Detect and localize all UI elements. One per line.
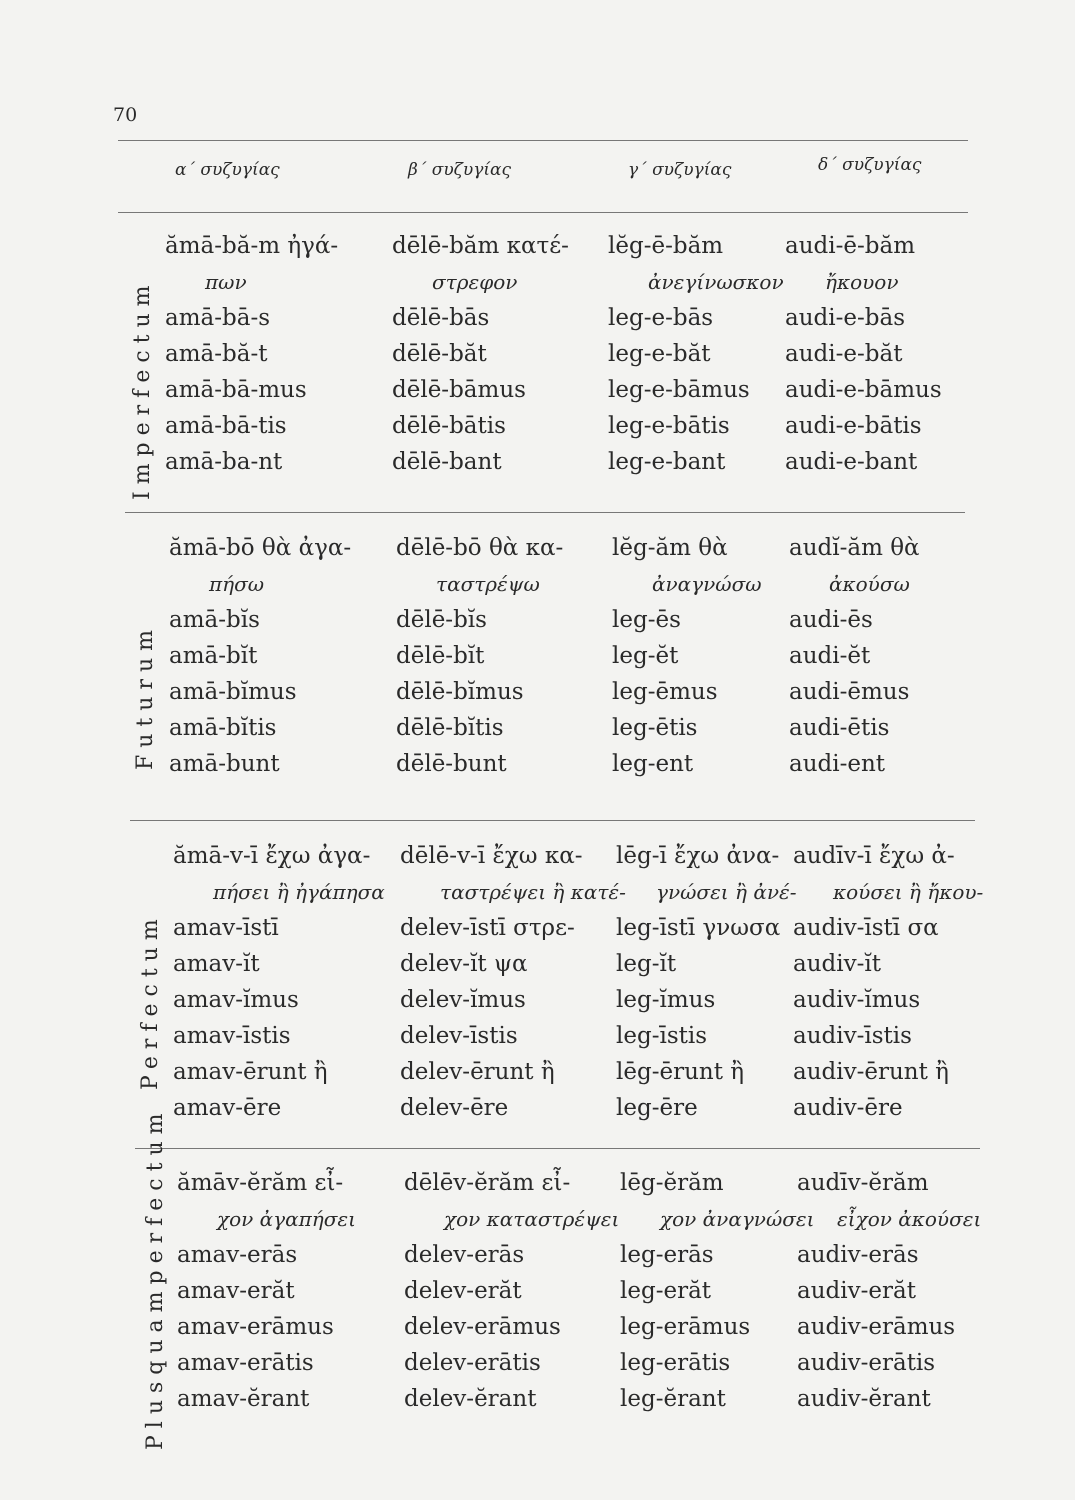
verb-form: delev-īstis (400, 1023, 518, 1049)
verb-form: leg-e-băt (608, 341, 711, 367)
verb-form: amav-ĭt (173, 951, 260, 977)
gloss-line: dēlē-bō θὰ κα- (396, 535, 564, 561)
verb-form: audi-e-bātis (785, 413, 922, 439)
gloss-line: lēg-ī ἔχω ἀνα- (616, 843, 780, 869)
verb-form: dēlē-bĭs (396, 607, 487, 633)
verb-form: audi-ent (789, 751, 886, 777)
verb-form: delev-ĭt ψα (400, 951, 528, 977)
verb-form: audiv-īstī σα (793, 915, 939, 941)
top-rule (118, 140, 968, 141)
form-column-3 (608, 228, 784, 480)
gloss-line: πων (205, 270, 247, 294)
verb-form: delev-ēre (400, 1095, 509, 1121)
form-column-3 (616, 838, 797, 1126)
verb-form: amav-īstis (173, 1023, 291, 1049)
verb-form: amav-ērunt ἢ (173, 1059, 328, 1085)
verb-form: amā-bĭt (169, 643, 258, 669)
form-column-1 (169, 530, 351, 782)
verb-form: leg-ent (612, 751, 694, 777)
verb-form: dēlē-bĭmus (396, 679, 524, 705)
verb-form: audiv-erās (797, 1242, 919, 1268)
verb-form: amā-bĭmus (169, 679, 297, 705)
verb-form: dēlē-bant (392, 449, 502, 475)
gloss-line: πήσω (209, 572, 265, 596)
form-column-3 (612, 530, 762, 782)
form-column-2 (400, 838, 626, 1126)
verb-form: leg-ĭt (616, 951, 677, 977)
verb-form: audiv-īstis (793, 1023, 912, 1049)
verb-form: amav-erātis (177, 1350, 314, 1376)
verb-form: leg-ēmus (612, 679, 718, 705)
verb-form: leg-ĕrant (620, 1386, 726, 1412)
verb-form: delev-ĭmus (400, 987, 526, 1013)
gloss-line: ἀνεγίνωσκον (648, 270, 784, 294)
verb-form: lēg-ērunt ἢ (616, 1059, 745, 1085)
verb-form: dēlē-bāmus (392, 377, 526, 403)
verb-form: amā-bunt (169, 751, 280, 777)
gloss-line: ἀναγνώσω (652, 572, 762, 596)
verb-form: delev-ērunt ἢ (400, 1059, 555, 1085)
verb-form: amā-ba-nt (165, 449, 283, 475)
verb-form: leg-e-bant (608, 449, 726, 475)
form-column-4 (793, 838, 983, 1126)
verb-form: audi-ēs (789, 607, 873, 633)
gloss-line: ămā-v-ī ἔχω ἀγα- (173, 843, 371, 869)
verb-form: audiv-ĭmus (793, 987, 921, 1013)
verb-form: delev-īstī στρε- (400, 915, 575, 941)
verb-form: amā-bā-mus (165, 377, 307, 403)
header-conj-4: δ΄ συζυγίας (818, 155, 922, 175)
verb-form: leg-īstī γνωσα (616, 915, 781, 941)
form-column-2 (396, 530, 563, 782)
gloss-line: γνώσει ἢ ἀνέ- (656, 880, 797, 904)
verb-form: amav-īstī (173, 915, 279, 941)
verb-form: dēlē-bunt (396, 751, 507, 777)
verb-form: audiv-ēre (793, 1095, 903, 1121)
gloss-line: χον ἀγαπήσει (217, 1207, 356, 1231)
verb-form: audiv-erāmus (797, 1314, 956, 1340)
section-label-imperfectum: Imperfectum (130, 278, 155, 500)
verb-form: amav-erās (177, 1242, 298, 1268)
verb-form: delev-erăt (404, 1278, 522, 1304)
form-column-2 (404, 1165, 619, 1417)
verb-form: audiv-ĭt (793, 951, 881, 977)
verb-form: leg-erās (620, 1242, 714, 1268)
verb-form: audiv-ĕrant (797, 1386, 931, 1412)
page-number: 70 (113, 104, 138, 126)
gloss-line: audi-ē-băm (785, 233, 916, 259)
verb-form: leg-ēs (612, 607, 681, 633)
section-rule-2 (130, 820, 975, 821)
verb-form: audiv-erăt (797, 1278, 916, 1304)
verb-form: leg-ĕt (612, 643, 679, 669)
gloss-line: lēg-ĕrăm (620, 1170, 724, 1196)
verb-form: leg-īstis (616, 1023, 708, 1049)
verb-form: delev-erās (404, 1242, 525, 1268)
gloss-line: εἶχον ἀκούσει (837, 1207, 982, 1231)
form-column-4 (797, 1165, 981, 1417)
verb-form: leg-erăt (620, 1278, 712, 1304)
form-column-1 (165, 228, 338, 480)
verb-form: amav-erăt (177, 1278, 295, 1304)
header-conj-2: β΄ συζυγίας (408, 160, 512, 180)
gloss-line: dēlē-băm κατέ- (392, 233, 569, 259)
form-column-4 (785, 228, 942, 480)
gloss-line: dēlē-v-ī ἔχω κα- (400, 843, 583, 869)
verb-form: amav-erāmus (177, 1314, 334, 1340)
verb-form: audi-e-bant (785, 449, 918, 475)
verb-form: delev-erātis (404, 1350, 541, 1376)
gloss-line: στρεφον (432, 270, 518, 294)
verb-form: delev-ĕrant (404, 1386, 537, 1412)
verb-form: amā-bă-t (165, 341, 268, 367)
verb-form: audi-ĕt (789, 643, 871, 669)
gloss-line: audĭ-ăm θὰ (789, 535, 920, 561)
gloss-line: ταστρέψει ἢ κατέ- (440, 880, 626, 904)
verb-form: amā-bā-tis (165, 413, 287, 439)
section-label-futurum: Futurum (133, 623, 158, 770)
verb-form: amā-bĭtis (169, 715, 277, 741)
gloss-line: χον ἀναγνώσει (660, 1207, 815, 1231)
verb-form: leg-e-bāmus (608, 377, 750, 403)
verb-form: leg-e-bās (608, 305, 714, 331)
gloss-line: lĕg-ăm θὰ (612, 535, 728, 561)
verb-form: leg-ĭmus (616, 987, 716, 1013)
verb-form: audi-ēmus (789, 679, 910, 705)
header-conj-3: γ΄ συζυγίας (628, 160, 732, 180)
verb-form: amav-ēre (173, 1095, 282, 1121)
gloss-line: πήσει ἢ ἠγάπησα (213, 880, 385, 904)
verb-form: delev-erāmus (404, 1314, 561, 1340)
gloss-line: audīv-ī ἔχω ἀ- (793, 843, 955, 869)
verb-form: leg-ēre (616, 1095, 698, 1121)
section-label-perfectum: Perfectum (138, 912, 163, 1090)
verb-form: audi-e-băt (785, 341, 903, 367)
form-column-4 (789, 530, 920, 782)
form-column-1 (177, 1165, 356, 1417)
gloss-line: ἤκουον (825, 270, 899, 294)
section-label-plusquamperfectum: Plusquamperfectum (143, 1106, 168, 1450)
gloss-line: ămā-bō θὰ ἀγα- (169, 535, 352, 561)
verb-form: amā-bā-s (165, 305, 271, 331)
section-rule-1 (125, 512, 965, 513)
verb-form: dēlē-bĭtis (396, 715, 504, 741)
verb-form: audi-e-bās (785, 305, 905, 331)
gloss-line: audīv-ĕrăm (797, 1170, 929, 1196)
section-rule-3 (135, 1148, 980, 1149)
verb-form: amav-ĕrant (177, 1386, 310, 1412)
verb-form: leg-e-bātis (608, 413, 730, 439)
verb-form: amav-ĭmus (173, 987, 299, 1013)
header-conj-1: α΄ συζυγίας (175, 160, 280, 180)
verb-form: audiv-ērunt ἢ (793, 1059, 949, 1085)
verb-form: dēlē-bātis (392, 413, 506, 439)
gloss-line: lĕg-ē-băm (608, 233, 724, 259)
form-column-2 (392, 228, 569, 480)
gloss-line: ămā-bă-m ἠγά- (165, 233, 339, 259)
verb-form: dēlē-bĭt (396, 643, 485, 669)
gloss-line: κούσει ἢ ἤκου- (833, 880, 984, 904)
gloss-line: ταστρέψω (436, 572, 540, 596)
verb-form: amā-bĭs (169, 607, 260, 633)
verb-form: dēlē-bās (392, 305, 490, 331)
gloss-line: ἀκούσω (829, 572, 910, 596)
form-column-1 (173, 838, 385, 1126)
verb-form: leg-erātis (620, 1350, 731, 1376)
verb-form: dēlē-băt (392, 341, 487, 367)
gloss-line: χον καταστρέψει (444, 1207, 620, 1231)
gloss-line: ămāv-ĕrăm εἶ- (177, 1170, 344, 1196)
header-rule (118, 212, 968, 213)
verb-form: audi-e-bāmus (785, 377, 942, 403)
verb-form: audiv-erātis (797, 1350, 936, 1376)
gloss-line: dēlēv-ĕrăm εἶ- (404, 1170, 571, 1196)
verb-form: audi-ētis (789, 715, 890, 741)
form-column-3 (620, 1165, 815, 1417)
verb-form: leg-ētis (612, 715, 698, 741)
verb-form: leg-erāmus (620, 1314, 751, 1340)
